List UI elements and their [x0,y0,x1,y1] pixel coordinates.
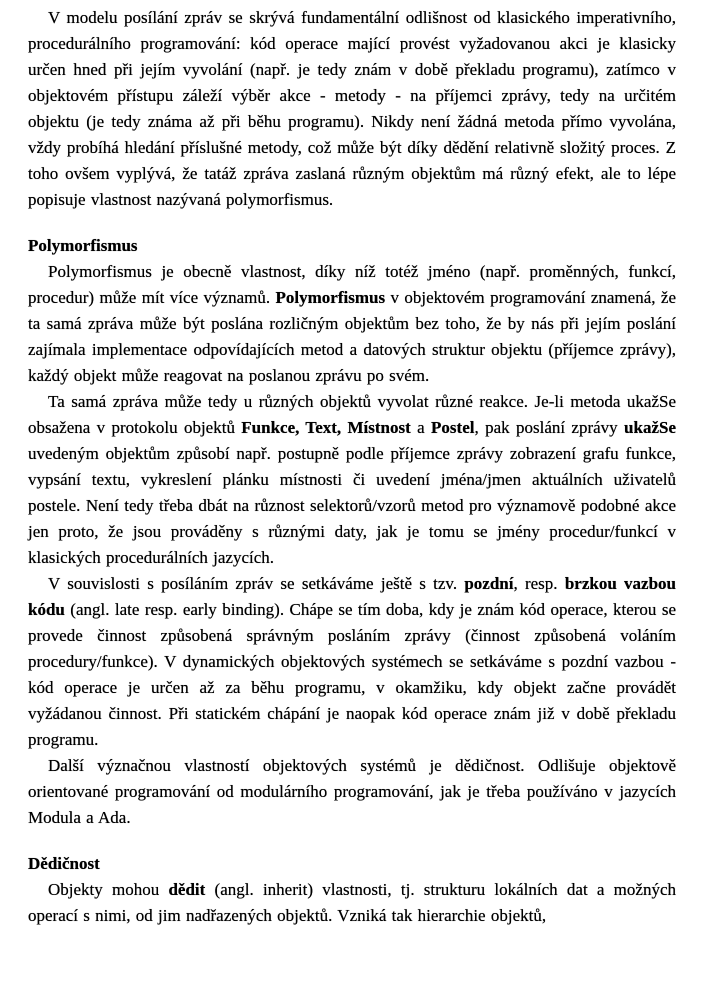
text-run: , pak poslání zprávy [474,418,625,437]
bold-text-run: ukažSe [624,418,677,437]
paragraph [28,877,676,929]
paragraph [28,753,676,831]
bold-text-run: brzkou vazbou kódu [28,574,676,619]
bold-text-run: Dědičnost [28,854,100,873]
bold-text-run: Funkce, Text, Místnost [241,418,411,437]
paragraph [28,5,676,213]
text-run: uvedeným objektům způsobí např. postupně podle příjemce zprávy zobrazení grafu funkce, vypsání textu, vykreslení plánku místnosti či uvedení jména/jmen aktuálních uživatelů postele. Není tedy třeba dbát na různost selektorů/vzorů metod pro významově podobné akce jen proto, že jsou prováděny s různými daty, jak je tomu se jmény procedur/funkcí v klasických procedurálních jazycích. [28,444,676,567]
document-content [28,5,676,929]
text-run: Objekty mohou [48,880,169,899]
text-run: V souvislosti s posíláním zpráv se setkáváme ještě s tzv. [48,574,465,593]
text-run: (angl. late resp. early binding). Chápe se tím doba, kdy je znám kód operace, kterou se provede činnost způsobená správným posláním zprávy (činnost způsobená voláním procedury/funkce). V dynamických objektových systémech se setkáváme s pozdní vazbou - kód operace je určen až za běhu programu, v okamžiku, kdy objekt začne provádět vyžádanou činnost. Při statickém chápání je naopak kód operace znám již v době překladu programu. [28,600,676,749]
text-run: Polymorfismus je obecně vlastnost, díky níž totéž jméno (např. proměnných, funkcí, procedur) může mít více významů. [28,262,676,307]
text-run: (angl. inherit) vlastnosti, tj. strukturu lokálních dat a možných operací s nimi, od jim nadřazených objektů. Vzniká tak hierarchie objektů, [28,880,677,925]
bold-text-run: dědit [168,880,206,899]
bold-text-run: Polymorfismus [275,288,386,307]
section-heading [28,851,676,877]
paragraph [28,259,676,389]
paragraph [28,389,676,571]
paragraph [28,571,676,753]
text-run: , resp. [513,574,565,593]
section-heading [28,233,676,259]
text-run: Ta samá zpráva může tedy u různých objektů vyvolat různé reakce. Je-li metoda ukažSe obsažena v protokolu objektů [28,392,676,437]
text-run: Další význačnou vlastností objektových systémů je dědičnost. Odlišuje objektově orientované programování od modulárního programování, jak je třeba používáno v jazycích Modula a Ada. [28,756,676,827]
text-run: a [410,418,432,437]
bold-text-run: Postel [431,418,475,437]
text-run: v objektovém programování znamená, že ta samá zpráva může být poslána rozličným objektům bez toho, že by nás při jejím poslání zajímala implementace odpovídajících metod a datových struktur objektu (příjemce zprávy), každý objekt může reagovat na poslanou zprávu po svém. [28,288,676,385]
bold-text-run: Polymorfismus [28,236,138,255]
text-run: V modelu posílání zpráv se skrývá fundamentální odlišnost od klasického imperativního, procedurálního programování: kód operace mající provést vyžadovanou akci je klasicky určen hned při jejím vyvolání (např. je tedy znám v době překladu programu), zatímco v objektovém přístupu záleží výběr akce - metody - na příjemci zprávy, tedy na určitém objektu (je tedy známa až při běhu programu). Nikdy není žádná metoda přímo vyvolána, vždy probíhá hledání příslušné metody, což může být díky dědění relativně složitý proces. Z toho ovšem vyplývá, že tatáž zpráva zaslaná různým objektům má různý efekt, ale to lépe popisuje vlastnost nazývaná polymorfismus. [28,8,676,209]
bold-text-run: pozdní [464,574,514,593]
